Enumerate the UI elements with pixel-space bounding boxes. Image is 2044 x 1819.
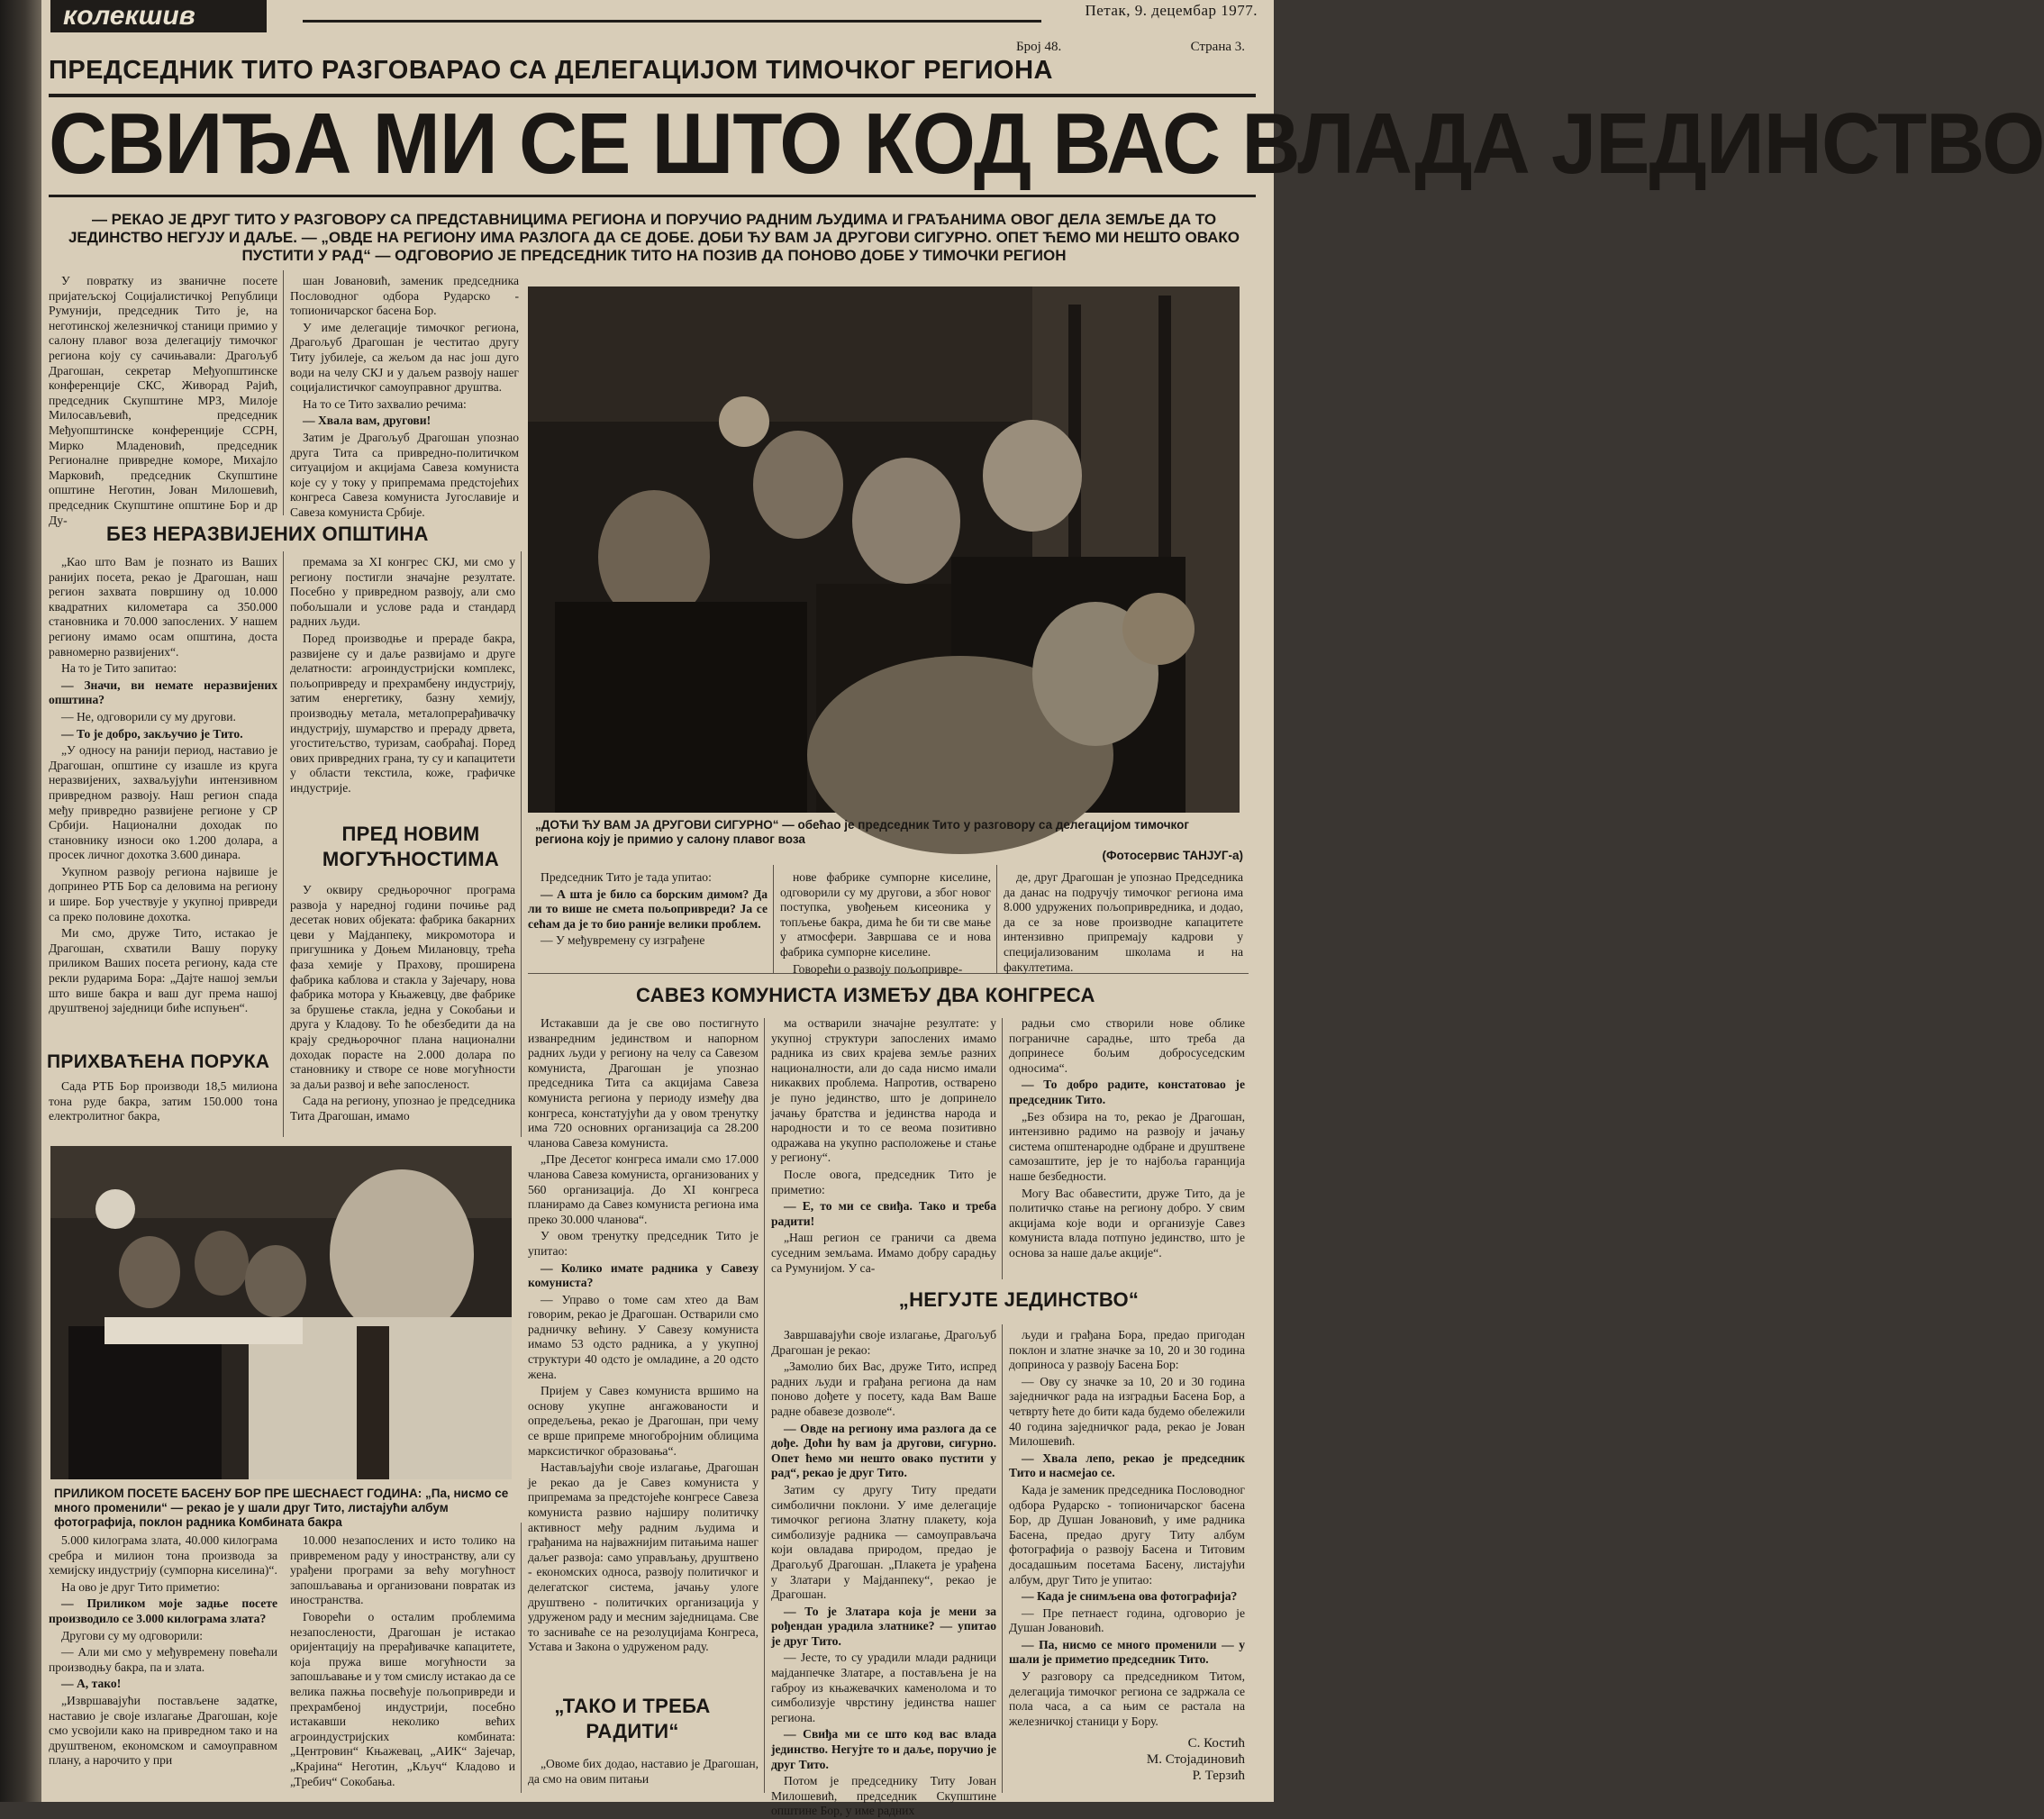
paragraph: „Наш регион се граничи са двема суседним земљама. Имамо добру сарадњу са Румунијом. У са-: [771, 1231, 996, 1275]
article-column-8: [780, 870, 991, 976]
column-divider: [283, 270, 284, 515]
paragraph: шан Јовановић, заменик председника Пословодног одбора Рударско - топионичарског басена Бор.: [290, 274, 519, 318]
paragraph: Ми смо, друже Тито, истакао је Драгошан, схватили Вашу поруку приликом Ваших посета региону, када сте рекли рударима Бора: „Дајте нашој земљи што више бакра и ваш дуг према нашој друштвеној заједници биће испуњен“.: [49, 926, 277, 1015]
paragraph: „Извршавајући постављене задатке, наставио је своје излагање Драгошан, које смо усвојили како на привредном тако и на друштвеном, економском и самоуправном плану, а нарочито у при: [49, 1693, 277, 1768]
paragraph: У разговору са председником Титом, делегација тимочког региона се задржала се пола часа, а са њим се растала на железничкој станици у Бору.: [1009, 1669, 1245, 1728]
paragraph: 5.000 килограма злата, 40.000 килограма сребра и милион тона производа за хемијску индустрију (сумпорна киселина)“.: [49, 1533, 277, 1578]
paragraph: Пријем у Савез комуниста вршимо на основу укупне ангажованости и опредељења, рекао је Драгошан, при чему се врше припреме многобројним облицима марксистичког образовања“.: [528, 1384, 759, 1458]
article-column-16: [290, 1533, 515, 1800]
section-heading-3: ПРЕД НОВИМ МОГУЋНОСТИМА: [322, 823, 500, 870]
quote: — То добро радите, констатовао је председник Тито.: [1009, 1078, 1245, 1106]
binding-shadow: [0, 0, 41, 1802]
paragraph: — У међувремену су изграђене: [541, 933, 705, 948]
paragraph: У име делегације тимочког региона, Драгољуб Драгошан је честитао другу Титу јубилеје, са жељом да нас још дуго води на челу СКЈ и у даљем развоју нашег социјалистичког самоуправног друштва.: [290, 320, 519, 395]
paragraph: Говорећи о развоју пољопривре-: [793, 961, 963, 976]
article-column-15: [49, 1533, 277, 1800]
paragraph: [771, 1422, 996, 1481]
article-column-1: [49, 274, 277, 527]
article-column-5: [290, 555, 515, 816]
paragraph: људи и грађана Бора, предао пригодан поклон и златне значке за 10, 20 и 30 година доприноса у развоју Басена Бор:: [1009, 1328, 1245, 1372]
photo-album-image: [50, 1146, 512, 1479]
paragraph: Сада РТБ Бор производи 18,5 милиона тона руде бакра, затим 150.000 тона електролитног бакра,: [49, 1079, 277, 1123]
photo-delegation-train: [528, 286, 1240, 813]
paragraph: Говорећи о осталим проблемима незапослености, Драгошан је истакао оријентацију на прерађивачке капацитете, која пружа више могућности за запошљавање и у том смислу истакао да се велика пажња посвећује пољопривреди и прехрамбеној индустрији, посебно истакавши неколико већих агроиндустријских комбината: „Центровин“ Књажевац, „АИК“ Зајечар, „Крајина“ Неготин, „Кључ“ Кладово и „Требич“ Сокобања.: [290, 1609, 515, 1788]
paragraph: [49, 678, 277, 708]
paragraph: ма остварили значајне резултате: у укупној структури запослених имамо радника из свих крајева земље разних националности, али до сада нисмо имали никаквих проблема. Напротив, остварено је пуно јединство, што је допринело јачању братства и јединства народа и народности и то се веома позитивно одражава на укупно расположење и стање у региону“.: [771, 1016, 996, 1165]
paragraph: На ово је друг Тито приметио:: [61, 1579, 221, 1594]
paragraph: Настављајући своје излагање, Драгошан је рекао да је Савез комуниста у припремама за предстојеће конгресе Савеза комуниста развио најширу политичку активност међу радним људима и грађанима на најважнијим питањима нашег даљег развоја: само управљању, друштвено - економских односа, развоју политичког и делегатског система, јачању улоге друштвено - политичких организација у удруженом раду и месним заједницама. Све то засниваће се на резолуцијама Конгреса, Устава и Закона о удруженом раду.: [528, 1460, 759, 1654]
paragraph: [1009, 1078, 1245, 1107]
paragraph: Сада на региону, упознао је председника Тита Драгошан, имамо: [290, 1094, 515, 1123]
photo-main-credit: (Фотосервис ТАНЈУГ-а): [1102, 849, 1243, 862]
column-divider: [996, 865, 997, 973]
paragraph: „У односу на ранији период, наставио је Драгошан, општине су изашле из круга неразвијених, захваљујући интензивном привредном развоју. Наш регион спада међу привредно развијене регионе у СР Србији. Национални доходак по становнику износи око 1.200 долара, а просек личног дохотка 3.600 динара.: [49, 743, 277, 862]
article-column-11: [771, 1016, 996, 1287]
photo-main-caption: „ДОЋИ ЋУ ВАМ ЈА ДРУГОВИ СИГУРНО“ — обећао је председник Тито у разговору са делегацијом тимочког региона коју је примио у салону плавог воза: [535, 818, 1190, 846]
paragraph: После овога, председник Тито је приметио:: [771, 1167, 996, 1196]
article-column-10: [528, 1016, 759, 1683]
quote: — Колико имате радника у Савезу комуниста?: [528, 1260, 759, 1290]
photo-delegation-image: [528, 286, 1240, 813]
paragraph: [771, 1199, 996, 1229]
paragraph: У оквиру средњорочног програма развоја у наредној години почиње рад десетак нових објеката: фабрика бакарних цеви у Мајданпеку, микромотора и пригушника у Доњем Милановцу, трећа фаза хемије у Прахову, проширена фабрика каблова и стакла у Зајечару, нова фабрика мотора у Књажевцу, две фабрике за брушење стакла, једна у Сокобањи и друга у Кладову. То ће обезбедити да на крају средњорочног плана национални доходак порасте на 2.000 долара по становнику и створе се нове могућности за даљи развој и веће запосленост.: [290, 883, 515, 1091]
paragraph: [528, 887, 768, 932]
section-heading-1: БЕЗ НЕРАЗВИЈЕНИХ ОПШТИНА: [106, 523, 429, 545]
article-column-2: [290, 274, 519, 519]
paragraph: нове фабрике сумпорне киселине, одговорили су му другови, а због новог поступка, увођењем кисеоника у топљење бакра, дима ће би ти све мање у атмосфери. Завршава се и нова фабрика сумпорне киселине.: [780, 870, 991, 959]
paragraph: — Ову су значке за 10, 20 и 30 година заједничког рада на изградњи Басена Бор, а четврту ћете до бити када будемо обележили 40 година заједничког рада, рекао је Јован Милошевић.: [1009, 1374, 1245, 1449]
author-name: М. Стојадиновић: [1146, 1752, 1245, 1767]
masthead-logo: колекшив: [50, 0, 267, 32]
quote: — Када је снимљена ова фотографија?: [1022, 1589, 1238, 1604]
paragraph: У повратку из званичне посете пријатељској Социјалистичкој Републици Румунији, председник Тито је, на неготинској железничкој станици примио у салону плавог воза делегацију тимочког региона коју су сачињавали: Драгољуб Драгошан, секретар Међуопштинске конференције СКС, Живорад Рајић, председник Скупштине МРЗ, Милоје Милосављевић, председник Међуопштинске конференције ССРН, Мирко Младеновић, председник Регионалне привредне коморе, Михајло Марковић, председник Скупштине општине Неготин, Јован Милошевић, председник Скупштине општине Бор и др Ду-: [49, 274, 277, 527]
quote: — Овде на региону има разлога да се дође. Доћи ћу вам ја другови, сигурно. Опет ћемо ми нешто овако пустити у рад“, рекао је друг Тито.: [771, 1421, 996, 1480]
quote: — Е, то ми се свиђа. Тако и треба радити!: [771, 1199, 996, 1228]
column-divider: [521, 1523, 522, 1793]
paragraph: Укупном развоју региона највише је допринео РТБ Бор са деловима на региону и шире. Бор учествује у укупној привреди са преко половине дохотка.: [49, 864, 277, 923]
article-column-4: [49, 1079, 277, 1142]
article-column-12: [1009, 1016, 1245, 1287]
paragraph: — Пре петнаест година, одговорио је Душан Јовановић.: [1009, 1605, 1245, 1635]
paragraph: [290, 414, 519, 429]
paragraph: [49, 1596, 277, 1626]
article-column-13: [771, 1328, 996, 1818]
quote: — Хвала вам, другови!: [303, 414, 432, 428]
paragraph: [49, 727, 277, 742]
paragraph: „Пре Десетог конгреса имали смо 17.000 чланова Савеза комуниста, организованих у 560 организација. До XI конгреса планирамо да Савез комуниста региона има преко 30.000 чланова“.: [528, 1152, 759, 1226]
article-column-17: [528, 1757, 759, 1800]
main-headline: СВИЂА МИ СЕ ШТО КОД ВАС ВЛАДА ЈЕДИНСТВО: [49, 95, 2044, 192]
paragraph: У овом тренутку председник Тито је упитао:: [528, 1229, 759, 1258]
paragraph: де, друг Драгошан је упознао Председника да данас на подручју тимочког региона има 8.000 удружених пољопривредника, и додао, да се за нове производне капацитете интензивно припремају кадрови у специјализованим школама и на факултетима.: [1004, 870, 1243, 974]
section-heading-6: „ТАКО И ТРЕБА РАДИТИ“: [554, 1695, 711, 1742]
paragraph: Када је заменик председника Пословодног одбора Рударско - топионичарског басена Бор, др Душан Јовановић, у име радника Басена, предао другу Титу албум фотографија о развоју Басена и Титовим досадашњим посетама Басену, листајући албум, друг Тито је упитао:: [1009, 1482, 1245, 1587]
issue-date: Петак, 9. децембар 1977.: [1085, 2, 1258, 19]
headline-rule: [49, 195, 1256, 197]
quote: — Приликом моје задње посете производило се 3.000 килограма злата?: [49, 1596, 277, 1625]
paragraph: [771, 1727, 996, 1772]
quote: — А шта је било са борским димом? Да ли то више не смета пољопривреди? Ја се сећам да је то био раније велики проблем.: [528, 887, 768, 931]
page-number: Страна 3.: [1190, 40, 1245, 54]
paragraph: Истакавши да је све ово постигнуто изванредним јединством и напорном радних људи у региону на челу са Савезом комуниста, Драгошан је упознао председника Тита са акцијама Савеза комуниста региона у периоду између два конгреса, констатујући да у овом тренутку има 720 основних организација са 28.200 чланова Савеза комуниста.: [528, 1016, 759, 1150]
quote: — То је добро, закључио је Тито.: [61, 726, 243, 741]
section-heading-4: САВЕЗ КОМУНИСТА ИЗМЕЂУ ДВА КОНГРЕСА: [636, 984, 1095, 1006]
quote: — А, тако!: [61, 1677, 122, 1691]
column-divider: [773, 865, 774, 973]
photo-album-bor: [50, 1146, 512, 1479]
paragraph: [1009, 1451, 1245, 1481]
subheadline: — РЕКАО ЈЕ ДРУГ ТИТО У РАЗГОВОРУ СА ПРЕДСТАВНИЦИМА РЕГИОНА И ПОРУЧИО РАДНИМ ЉУДИМА И ГРАЂАНИМА ОВОГ ДЕЛА ЗЕМЉЕ ДА ТО ЈЕДИНСТВО НЕГУЈУ И ДАЉЕ. — „ОВДЕ НА РЕГИОНУ ИМА РАЗЛОГА ДА СЕ ДОБЕ. ДОБИ ЋУ ВАМ ЈА ДРУГОВИ СИГУРНО. ОПЕТ ЋЕМО МИ НЕШТО ОВАКО ПУСТИТИ У РАД“ — ОДГОВОРИО ЈЕ ПРЕДСЕДНИК ТИТО НА ПОЗИВ ДА ПОНОВО ДОБЕ У ТИМОЧКИ РЕГИОН: [68, 211, 1240, 264]
issue-number: Број 48.: [1016, 40, 1062, 54]
quote: — Хвала лепо, рекао је председник Тито и насмејао се.: [1009, 1451, 1245, 1480]
column-divider: [283, 551, 284, 1137]
quote: — Значи, ви немате неразвијених општина?: [49, 678, 277, 707]
paragraph: Завршавајући своје излагање, Драгољуб Драгошан је рекао:: [771, 1328, 996, 1357]
paragraph: [1009, 1638, 1245, 1668]
column-divider: [1002, 1324, 1003, 1793]
section-heading-2: ПРИХВАЋЕНА ПОРУКА: [47, 1051, 270, 1072]
paragraph: Поред производње и прераде бакра, развијене су и даље развијамо и друге делатности: агроиндустријски комплекс, пољопривреду и прехрамбену индустрију, затим енергетику, базну хемију, производњу метала, металопрерађивачку индустрију, шумарство и прераду дрвета, угоститељство, туризам, саобраћај. Поред ових привредних грана, ту су и капацитети у области текстила, коже, графичке индустрије.: [290, 631, 515, 795]
author-name: С. Костић: [1187, 1736, 1245, 1751]
paragraph: На то се Тито захвалио речима:: [303, 396, 467, 411]
paragraph: — Управо о томе сам хтео да Вам говорим, рекао је Драгошан. Остварили смо радничку већину. У Савезу комуниста имамо 53 одсто радника, а у укупној структури 40 одсто је омладине, а 20 одсто жена.: [528, 1292, 759, 1381]
quote: — Свиђа ми се што код вас влада јединство. Негујте то и даље, поручио је друг Тито.: [771, 1727, 996, 1771]
article-column-6: [290, 883, 515, 1144]
paragraph: 10.000 незапослених и исто толико на привременом раду у иностранству, али су урађени програми за већу могућност запошљавања и организовани повратак из иностранства.: [290, 1533, 515, 1607]
paragraph: [1009, 1589, 1245, 1605]
column-divider: [764, 1018, 765, 1793]
photo-left-caption: ПРИЛИКОМ ПОСЕТЕ БАСЕНУ БОР ПРЕ ШЕСНАЕСТ ГОДИНА: „Па, нисмо се много променили“ — рекао је у шали друг Тито, листајући албум фотографија, поклон радника Комбината бакра: [54, 1487, 509, 1529]
paragraph: „Без обзира на то, рекао је Драгошан, интензивно радимо на развоју и јачању система општенародне одбране и друштвене самозаштите, јер је то најбоља гаранција наше безбедности.: [1009, 1109, 1245, 1183]
author-name: Р. Терзић: [1192, 1769, 1245, 1783]
paragraph: радњи смо створили нове облике пограничне сарадње, што треба да допринесе бољим добросуседским односима“.: [1009, 1016, 1245, 1075]
paragraph: Потом је председнику Титу Јован Милошевић, председник Скупштине општине Бор, у име радних: [771, 1774, 996, 1818]
article-column-3: [49, 555, 277, 1045]
paragraph: Председник Тито је тада упитао:: [541, 870, 712, 884]
paragraph: — Не, одговорили су му другови.: [61, 709, 236, 723]
paragraph: Могу Вас обавестити, друже Тито, да је политичко стање на региону добро. У свим акцијама које води и организује Савез комуниста влада потпуно јединство, што је основа за наше даље акције“.: [1009, 1186, 1245, 1260]
paragraph: „Замолио бих Вас, друже Тито, испред радних људи и грађана региона да нам поново дођете у посету, када Вам Ваше радне обавезе дозволе“.: [771, 1360, 996, 1418]
newspaper-page: [41, 0, 2044, 1818]
column-divider: [521, 551, 522, 1137]
article-column-7: [528, 870, 768, 969]
paragraph: Затим је Драгољуб Драгошан упознао друга Тита са привредно-политичком ситуацијом и акцијама Савеза комуниста које су у току у припремама предстојећих конгреса Савеза комуниста Југославије и Савеза комуниста Србије.: [290, 430, 519, 519]
article-column-9: [1004, 870, 1243, 974]
author-signature: [1050, 1735, 1245, 1784]
paragraph: — Јесте, то су урадили млади радници мајданпечке Златаре, а постављена је на габроу из књажевачких каменолома и то симболизује чврстину јединства нашег региона.: [771, 1651, 996, 1724]
paragraph: На то је Тито запитао:: [61, 661, 177, 676]
quote: — То је Златара која је мени за рођендан урадила златнике? — упитао је друг Тито.: [771, 1604, 996, 1648]
paragraph: премама за XI конгрес СКЈ, ми смо у региону постигли значајне резултате. Посебно у привредном развоју, али смо побољшали и услове рада и стандард радних људи.: [290, 555, 515, 629]
paragraph: [771, 1605, 996, 1650]
masthead-rule: [303, 20, 1041, 23]
paragraph: [528, 1261, 759, 1291]
paragraph: Другови су му одговорили:: [61, 1628, 204, 1642]
quote: — Па, нисмо се много променили — у шали је приметио председник Тито.: [1009, 1637, 1245, 1667]
article-column-14: [1009, 1328, 1245, 1728]
paragraph: — Али ми смо у међувремену повећали производњу бакра, па и злата.: [49, 1645, 277, 1674]
section-heading-5: „НЕГУЈТЕ ЈЕДИНСТВО“: [898, 1288, 1140, 1311]
column-divider: [1002, 1018, 1003, 1279]
kicker-headline: ПРЕДСЕДНИК ТИТО РАЗГОВАРАО СА ДЕЛЕГАЦИЈОМ ТИМОЧКОГ РЕГИОНА: [49, 56, 1053, 85]
paragraph: „Овоме бих додао, наставио је Драгошан, да смо на овим питањи: [528, 1757, 759, 1786]
paragraph: „Као што Вам је познато из Ваших ранијих посета, рекао је Драгошан, наш регион захвата површину од 10.000 квадратних километара са 350.000 становника и 70.000 запослених. У нашем региону имамо осам општина, доста равномерно развијених“.: [49, 555, 277, 659]
paragraph: [49, 1677, 277, 1692]
paragraph: Затим су другу Титу предати симболични поклони. У име делегације тимочког региона Златну плакету, која симболизује радника — самоуправљача који овладава природом, предао је Драгољуб Драгошан. „Плакета је урађена у Златари у Мајданпеку“, рекао је Драгошан.: [771, 1482, 996, 1602]
